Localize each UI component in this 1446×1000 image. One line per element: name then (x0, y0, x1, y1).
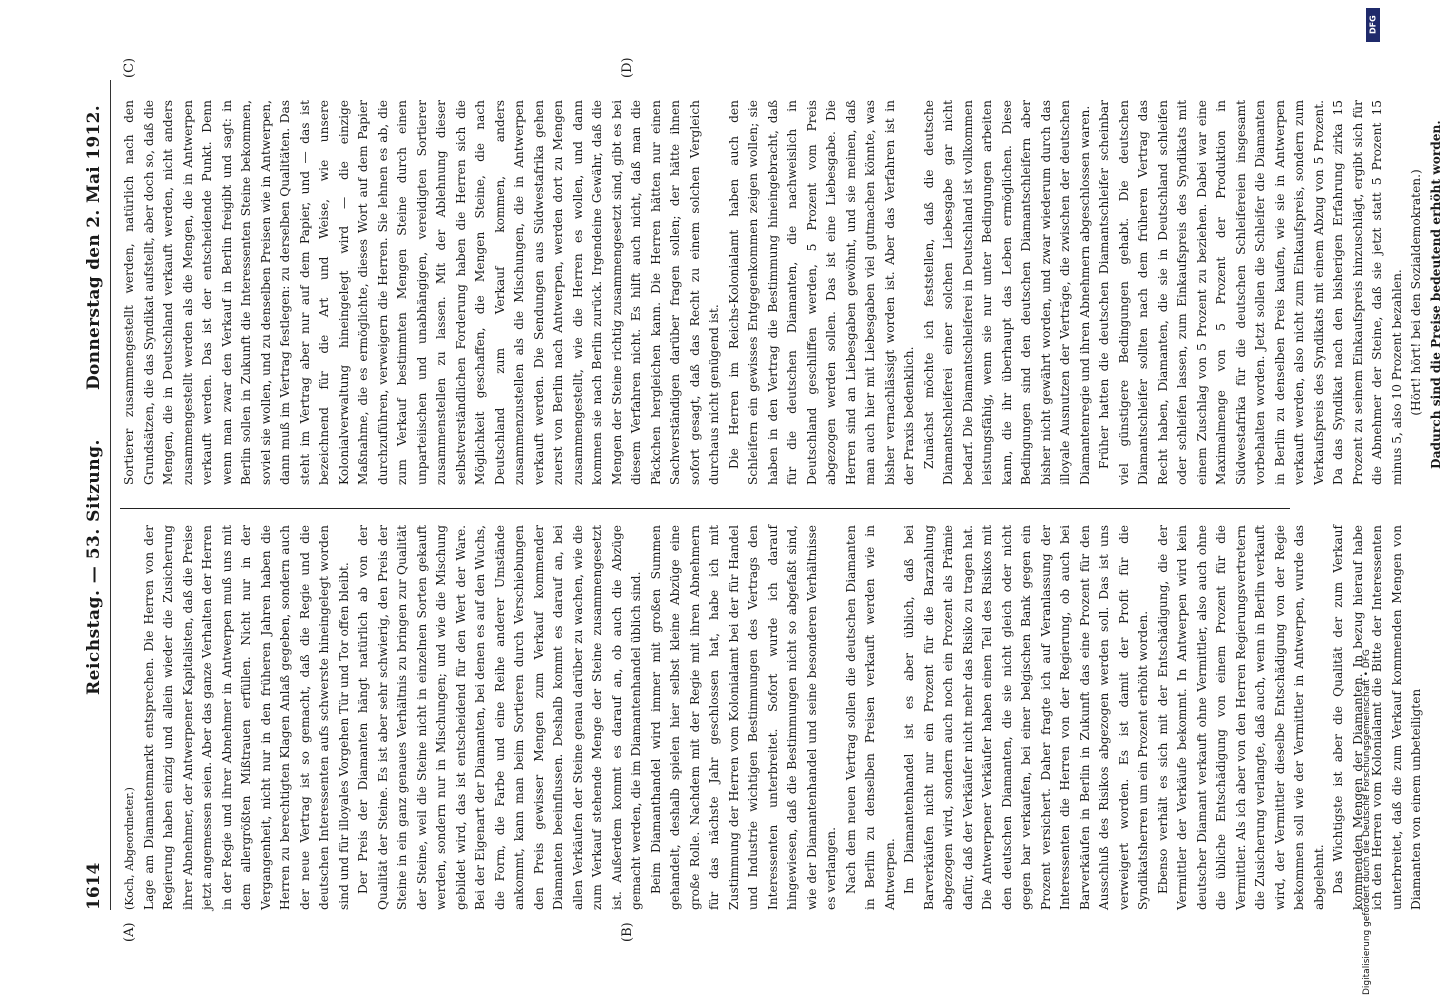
margin-mark-a: (A) (122, 922, 137, 942)
paragraph: Dadurch sind die Preise bedeutend erhöht worden. (1428, 120, 1443, 469)
paragraph: Die Herren im Reichs-Kolonialamt haben auch den Schleifern ein gewisses Entgegenkommen zeigen wollen; sie haben in den Vertrag die Bestimmung hineingebracht, daß für die deutschen Diamanten, die nachweislich in Deutschland geschliffen werden, 5 Prozent vom Preis abgezogen werden sollen. Das ist eine Liebesgabe. Die Herren sind an Liebesgaben gewöhnt, und sie meinen, daß man auch hier mit Liebesgaben viel gutmachen könnte, was bisher vernachlässigt worden ist. Aber das Verfahren ist in der Praxis bedenklich. (726, 100, 916, 485)
paragraph: Sortierer zusammengestellt werden, natürlich nach den Grundsätzen, die das Syndikat aufstellt, aber doch so, daß die Mengen, die in Deutschland verkauft werden, nicht anders zusammengestellt werden als die Mengen, die in Antwerpen verkauft werden. Das ist der entscheidende Punkt. Denn wenn man zwar den Verkauf in Berlin freigibt und sagt: in Berlin sollen in Zukunft die Interessenten Steine bekommen, soviel sie wollen, und zu denselben Preisen wie in Antwerpen, dann muß im Vertrag festlegen: zu derselben Qualitäten. Das steht im Vertrag aber nur auf dem Papier, und — das ist bezeichnend für die Art und Weise, wie unsere Kolonialverwaltung hineingelegt wird — die einzige Maßnahme, die es ermöglichte, dieses Wort auf dem Papier durchzuführen, verweigern die Herren. Sie lehnen es ab, die zum Verkauf bestimmten Mengen Steine durch einen unparteiischen und unabhängigen, vereidigten Sortierer zusammenstellen zu lassen. Mit der Ablehnung dieser selbstverständlichen Forderung haben die Herren sich die Möglichkeit geschaffen, die Mengen Steine, die nach Deutschland zum Verkauf kommen, anders zusammenzustellen als die Mischungen, die in Antwerpen verkauft werden. Die Sendungen aus Südwestafrika gehen zuerst von Berlin nach Antwerpen, werden dort zu Mengen zusammengestellt, wie die Herren es wollen, und dann kommen sie nach Berlin zurück. Irgendeine Gewähr, daß die Mengen der Steine richtig zusammengesetzt sind, gibt es bei diesem Verfahren nicht. Es hilft auch nicht, daß man die Päckchen hergleichen kann. Die Herren hätten nur einen Sachverständigen darüber fragen sollen; der hätte ihnen sofort gesagt, daß das Recht zu einem solchen Vergleich durchaus nicht genügend ist. (122, 100, 721, 485)
digitization-credit: Digitalisierung gefördert durch die Deutsche Forschungsgemeinschaft • DFG (1362, 649, 1372, 995)
paragraph: Der Preis der Diamanten hängt natürlich ab von der Qualität der Steine. Es ist aber sehr schwierig, den Preis der Steine in ein ganz genaues Verhältnis zu bringen zur Qualität der Steine, weil die Steine nicht in einzelnen Sorten gekauft werden, sondern nur in Mischungen; und wie die Mischung gebildet wird, das ist entscheidend für den Wert der Ware. Bei der Eigenart der Diamanten, bei denen es auf den Wuchs, die Form, die Farbe und eine Reihe anderer Umstände ankommt, kann man beim Sortieren durch Verschiebungen den Preis gewisser Mengen zum Verkauf kommender Diamanten beeinflussen. Deshalb kommt es darauf an, bei allen Verkäufen der Steine genau darüber zu wachen, wie die zum Verkauf stehende Menge der Steine zusammengesetzt ist. Außerdem kommt es darauf an, ob auch die Abzüge gemacht werden, die im Diamantenhandel üblich sind. (356, 525, 643, 910)
margin-mark-b: (B) (620, 922, 635, 942)
column-divider (120, 508, 1290, 509)
paragraph: Ebenso verhält es sich mit der Entschädigung, die der Vermittler der Verkäufe bekommt. In Antwerpen wird kein deutscher Diamant verkauft ohne Vermittler, also auch ohne die übliche Entschädigung von einem Prozent für die Vermittler. Als ich aber von den Herren Regierungsvertretern die Zusicherung verlangte, daß auch, wenn in Berlin verkauft wird, der Vermittler dieselbe Entschädigung von der Regie bekommen soll wie der Vermittler in Antwerpen, wurde das abgelehnt. (1155, 525, 1326, 910)
dfg-logo-icon: DFG (1366, 8, 1380, 42)
speaker-label: (Koch, Abgeordneter.) (123, 787, 136, 910)
paragraph: Lage am Diamantenmarkt entsprechen. Die Herren von der Regierung haben einzig und allein wieder die Zusicherung ihrer Abnehmer, der Antwerpener Kapitalisten, daß die Preise jetzt angemessen seien. Aber das ganze Verhalten der Herren in der Regie und ihrer Abnehmer in Antwerpen muß uns mit dem allergrößten Mißtrauen erfüllen. Nicht nur in der Vergangenheit, nicht nur in den früheren Jahren haben die Herren zu berechtigten Klagen Anlaß gegeben, sondern auch der neue Vertrag ist so gemacht, daß die Regie und die deutschen Interessenten aufs schwerste hineingelegt worden sind und für illoyales Vorgehen Tür und Tor offen bleibt. (141, 525, 351, 910)
header-date: Donnerstag den 2. Mai 1912. (84, 104, 104, 390)
paragraph: Nach dem neuen Vertrag sollen die deutschen Diamanten in Berlin zu denselben Preisen verkauft werden wie in Antwerpen. (843, 525, 897, 910)
margin-mark-c: (C) (122, 57, 137, 78)
left-column (120, 525, 1427, 910)
paragraph: Früher hatten die deutschen Diamantschleifer scheinbar viel günstigere Bedingungen gehabt. Die deutschen Diamantschleifer sollten nach dem früheren Vertrag das Recht haben, Diamanten, die sie in Deutschland schleifen oder schleifen lassen, zum Einkaufspreis des Syndikats mit einem Zuschlag von 5 Prozent zu beziehen. Dabei war eine Maximalmenge von 5 Prozent der Produktion in Südwestafrika für die deutschen Schleifereien insgesamt vorbehalten worden. Jetzt sollen die Schleifer die Diamanten in Berlin zu denselben Preis kaufen, wie sie in Antwerpen verkauft werden, also nicht zum Einkaufspreis, sondern zum Verkaufspreis des Syndikats mit einem Abzug von 5 Prozent. Da das Syndikat nach den bisherigen Erfahrung zirka 15 Prozent zu seinem Einkaufspreis hinzuschlägt, ergibt sich für die Abnehmer der Steine, daß sie jetzt statt 5 Prozent 15 minus 5, also 10 Prozent bezahlen. (1097, 100, 1404, 485)
right-column (120, 100, 1446, 485)
paragraph: Das Wichtigste ist aber die Qualität der zum Verkauf kommenden Mengen der Diamanten. In bezug hierauf habe ich den Herren vom Kolonialamt die Bitte der Interessenten unterbreitet, daß die zum Verkauf kommenden Mengen von Diamanten von einem unbeteiligten (1331, 525, 1423, 910)
header-session-title: Reichstag. — 53. Sitzung. (84, 439, 104, 695)
page-header (80, 80, 110, 910)
paragraph: Zunächst möchte ich feststellen, daß die deutsche Diamantschleiferei einer solchen Liebesgabe gar nicht bedarf. Die Diamantschleiferei in Deutschland ist vollkommen leistungsfähig, wenn sie nur unter Bedingungen arbeiten kann, die ihr überhaupt das Leben ermöglichen. Diese Bedingungen sind den deutschen Diamantschleifern aber bisher nicht gewährt worden, und zwar wiederum durch das illoyale Ausnutzen der Verträge, die zwischen der deutschen Diamantenregie und ihren Abnehmern abgeschlossen waren. (921, 100, 1092, 485)
paragraph: Beim Diamanthandel wird immer mit großen Summen gehandelt, deshalb spielen hier selbst kleine Abzüge eine große Rolle. Nachdem mit der Regie mit ihren Abnehmern für das nächste Jahr geschlossen hat, habe ich mit Zustimmung der Herren vom Kolonialamt bei der für Handel und Industrie wichtigen Bestimmungen des Vertrags den Interessenten unterbreitet. Sofort wurde ich darauf hingewiesen, daß die Bestimmungen nicht so abgefaßt sind, wie der Diamantenhandel und seine besonderen Verhältnisse es verlangen. (648, 525, 838, 910)
margin-mark-d: (D) (620, 57, 635, 78)
page-number: 1614 (84, 862, 104, 910)
header-rule (110, 80, 111, 910)
interjection: (Hört! hört! bei den Sozialdemokraten.) (1409, 169, 1423, 416)
paragraph: Im Diamantenhandel ist es aber üblich, daß bei Barverkäufen nicht nur ein Prozent für die Barzahlung abgezogen wird, sondern auch noch ein Prozent als Prämie dafür, daß der Verkäufer nicht mehr das Risiko zu tragen hat. Die Antwerpener Verkäufer haben einen Teil des Risikos mit den deutschen Diamanten, die sie nicht gleich oder nicht gegen bar verkaufen, bei einer belgischen Bank gegen ein Prozent versichert. Daher fragte ich auf Veranlassung der Interessenten die Herren von der Regierung, ob auch bei Barverkäufen in Berlin in Zukunft das eine Prozent für den Ausschluß des Risikos abgezogen werden soll. Das ist uns verweigert worden. Es ist damit der Profit für die Syndikatsherren um ein Prozent erhöht worden. (902, 525, 1150, 910)
